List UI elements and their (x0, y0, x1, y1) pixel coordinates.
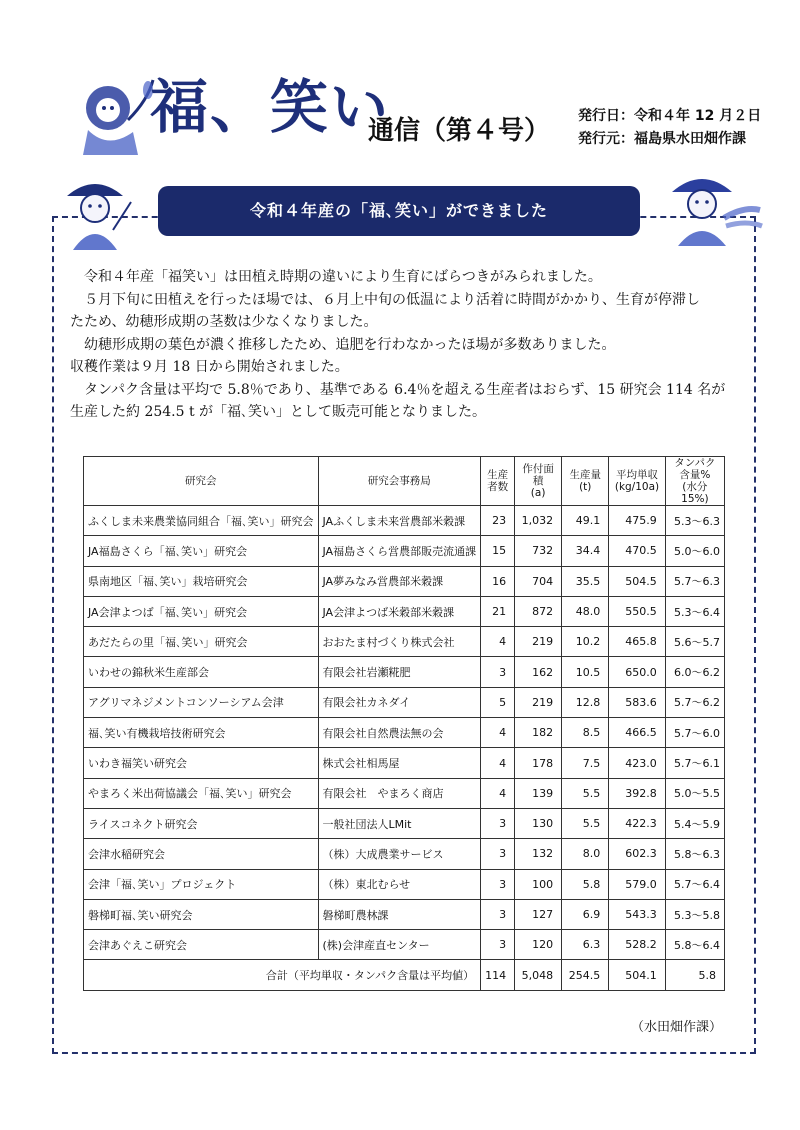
group-name: いわき福笑い研究会 (84, 748, 319, 778)
table-row (84, 536, 725, 566)
table-row (84, 748, 725, 778)
table-row (84, 930, 725, 960)
planted-area: 182 (515, 718, 562, 748)
planted-area: 162 (515, 657, 562, 687)
protein-range: 5.8～6.4 (665, 930, 724, 960)
producer-count: 4 (481, 748, 515, 778)
producer-count: 15 (481, 536, 515, 566)
table-row (84, 808, 725, 838)
table-row (84, 687, 725, 717)
issue-title: 通信（第４号） (368, 116, 551, 146)
table-row (84, 899, 725, 929)
issuer: 発行元：福島県水田畑作課 (578, 131, 746, 147)
total-label: 合計（平均単収・タンパク含量は平均値） (84, 960, 481, 990)
planted-area: 704 (515, 566, 562, 596)
producer-count: 4 (481, 778, 515, 808)
total-producers: 114 (481, 960, 515, 990)
production: 10.2 (562, 627, 609, 657)
group-name: 会津水稲研究会 (84, 839, 319, 869)
production: 5.5 (562, 778, 609, 808)
table-row (84, 657, 725, 687)
planted-area: 127 (515, 899, 562, 929)
production: 5.5 (562, 808, 609, 838)
avg-yield: 583.6 (609, 687, 665, 717)
logo-text: 福、笑い (150, 73, 391, 141)
col-header-yield: 平均単収 (kg/10a) (609, 457, 665, 506)
production: 10.5 (562, 657, 609, 687)
issue-meta (578, 105, 761, 151)
col-header-protein: タンパク 含量% (水分15%) (665, 457, 724, 506)
production: 6.3 (562, 930, 609, 960)
col-header-area: 作付面積 (a) (515, 457, 562, 506)
production: 35.5 (562, 566, 609, 596)
table-row (84, 869, 725, 899)
avg-yield: 392.8 (609, 778, 665, 808)
group-name: やまろく米出荷協議会「福､笑い」研究会 (84, 778, 319, 808)
office-name: JA夢みなみ営農部米穀課 (318, 566, 481, 596)
avg-yield: 422.3 (609, 808, 665, 838)
table-row (84, 506, 725, 536)
paragraph: 生産した約 254.5 t が「福､笑い」として販売可能となりました。 (70, 404, 487, 420)
planted-area: 219 (515, 687, 562, 717)
avg-yield: 650.0 (609, 657, 665, 687)
planted-area: 1,032 (515, 506, 562, 536)
office-name: 有限会社自然農法無の会 (318, 718, 481, 748)
avg-yield: 504.5 (609, 566, 665, 596)
planted-area: 130 (515, 808, 562, 838)
production: 49.1 (562, 506, 609, 536)
avg-yield: 475.9 (609, 506, 665, 536)
paragraph: タンパク含量は平均で 5.8％であり、基準である 6.4％を超える生産者はおらず、15 研究会 114 名が (84, 381, 726, 398)
office-name: JA福島さくら営農部販売流通課 (318, 536, 481, 566)
production: 5.8 (562, 869, 609, 899)
avg-yield: 550.5 (609, 596, 665, 626)
producer-count: 21 (481, 596, 515, 626)
planted-area: 872 (515, 596, 562, 626)
producer-count: 16 (481, 566, 515, 596)
office-name: JAふくしま未来営農部米穀課 (318, 506, 481, 536)
producer-count: 3 (481, 657, 515, 687)
farmer-with-rice-icon (55, 172, 135, 252)
group-name: あだたらの里「福､笑い」研究会 (84, 627, 319, 657)
planted-area: 178 (515, 748, 562, 778)
producer-count: 23 (481, 506, 515, 536)
protein-range: 5.3～6.3 (665, 506, 724, 536)
issue-date: 発行日：令和４年 12 月２日 (578, 108, 762, 124)
avg-protein: 5.8 (665, 960, 724, 990)
protein-range: 5.7～6.1 (665, 748, 724, 778)
group-name: いわせの錦秋米生産部会 (84, 657, 319, 687)
group-name: 県南地区「福､笑い」栽培研究会 (84, 566, 319, 596)
col-header-office: 研究会事務局 (318, 457, 481, 506)
paragraph: 令和４年産「福笑い」は田植え時期の違いにより生育にばらつきがみられました。 (84, 269, 602, 285)
group-name: 会津あぐえこ研究会 (84, 930, 319, 960)
protein-range: 5.7～6.0 (665, 718, 724, 748)
farmer-harvesting-icon (664, 166, 764, 248)
planted-area: 732 (515, 536, 562, 566)
production: 8.0 (562, 839, 609, 869)
office-name: 磐梯町農林課 (318, 899, 481, 929)
avg-yield-total: 504.1 (609, 960, 665, 990)
production: 6.9 (562, 899, 609, 929)
paragraph: 収穫作業は９月 18 日から開始されました。 (70, 359, 349, 375)
producer-count: 4 (481, 627, 515, 657)
article-body (70, 266, 750, 424)
office-name: （株）大成農業サービス (318, 839, 481, 869)
avg-yield: 602.3 (609, 839, 665, 869)
avg-yield: 543.3 (609, 899, 665, 929)
production: 48.0 (562, 596, 609, 626)
office-name: 有限会社カネダイ (318, 687, 481, 717)
protein-range: 5.6～5.7 (665, 627, 724, 657)
planted-area: 100 (515, 869, 562, 899)
paragraph: たため、幼穂形成期の茎数は少なくなりました。 (70, 314, 378, 330)
group-name: アグリマネジメントコンソーシアム会津 (84, 687, 319, 717)
group-name: 福､笑い有機栽培技術研究会 (84, 718, 319, 748)
paragraph: 幼穂形成期の葉色が濃く推移したため、追肥を行わなかったほ場が多数ありました。 (84, 336, 616, 353)
headline-banner: 令和４年産の「福､笑い」ができました (158, 186, 640, 236)
avg-yield: 465.8 (609, 627, 665, 657)
production: 34.4 (562, 536, 609, 566)
total-production: 254.5 (562, 960, 609, 990)
avg-yield: 423.0 (609, 748, 665, 778)
producer-count: 4 (481, 718, 515, 748)
producer-count: 3 (481, 930, 515, 960)
office-name: おおたま村づくり株式会社 (318, 627, 481, 657)
col-header-producers: 生産 者数 (481, 457, 515, 506)
table-row (84, 839, 725, 869)
office-name: 株式会社相馬屋 (318, 748, 481, 778)
producer-count: 5 (481, 687, 515, 717)
office-name: 有限会社岩瀬糀肥 (318, 657, 481, 687)
col-header-production: 生産量 (t) (562, 457, 609, 506)
paragraph: ５月下旬に田植えを行ったほ場では、６月上中旬の低温により活着に時間がかかり、生育が停滞し (84, 291, 700, 308)
planted-area: 139 (515, 778, 562, 808)
producer-count: 3 (481, 869, 515, 899)
table-row (84, 718, 725, 748)
group-name: ライスコネクト研究会 (84, 808, 319, 838)
planted-area: 219 (515, 627, 562, 657)
avg-yield: 470.5 (609, 536, 665, 566)
office-name: JA会津よつば米穀部米穀課 (318, 596, 481, 626)
protein-range: 5.0～5.5 (665, 778, 724, 808)
avg-yield: 466.5 (609, 718, 665, 748)
protein-range: 5.7～6.3 (665, 566, 724, 596)
group-name: JA会津よつば「福､笑い」研究会 (84, 596, 319, 626)
protein-range: 5.8～6.3 (665, 839, 724, 869)
table-row (84, 566, 725, 596)
producer-count: 3 (481, 839, 515, 869)
office-name: 有限会社 やまろく商店 (318, 778, 481, 808)
office-name: （株）東北むらせ (318, 869, 481, 899)
producer-count: 3 (481, 808, 515, 838)
planted-area: 132 (515, 839, 562, 869)
office-name: (株)会津産直センター (318, 930, 481, 960)
avg-yield: 528.2 (609, 930, 665, 960)
group-name: ふくしま未来農業協同組合「福､笑い」研究会 (84, 506, 319, 536)
research-group-table (83, 456, 725, 991)
group-name: 磐梯町福､笑い研究会 (84, 899, 319, 929)
production: 8.5 (562, 718, 609, 748)
protein-range: 5.7～6.2 (665, 687, 724, 717)
table-total-row (84, 960, 725, 990)
producer-count: 3 (481, 899, 515, 929)
protein-range: 5.3～5.8 (665, 899, 724, 929)
protein-range: 5.4～5.9 (665, 808, 724, 838)
protein-range: 5.3～6.4 (665, 596, 724, 626)
avg-yield: 579.0 (609, 869, 665, 899)
group-name: JA福島さくら「福､笑い」研究会 (84, 536, 319, 566)
table-row (84, 778, 725, 808)
protein-range: 6.0～6.2 (665, 657, 724, 687)
protein-range: 5.0～6.0 (665, 536, 724, 566)
table-row (84, 596, 725, 626)
planted-area: 120 (515, 930, 562, 960)
table-row (84, 627, 725, 657)
signature: （水田畑作課） (631, 1020, 723, 1035)
protein-range: 5.7～6.4 (665, 869, 724, 899)
table-header-row (84, 457, 725, 506)
group-name: 会津「福､笑い」プロジェクト (84, 869, 319, 899)
production: 12.8 (562, 687, 609, 717)
office-name: 一般社団法人LMit (318, 808, 481, 838)
production: 7.5 (562, 748, 609, 778)
total-area: 5,048 (515, 960, 562, 990)
col-header-group: 研究会 (84, 457, 319, 506)
